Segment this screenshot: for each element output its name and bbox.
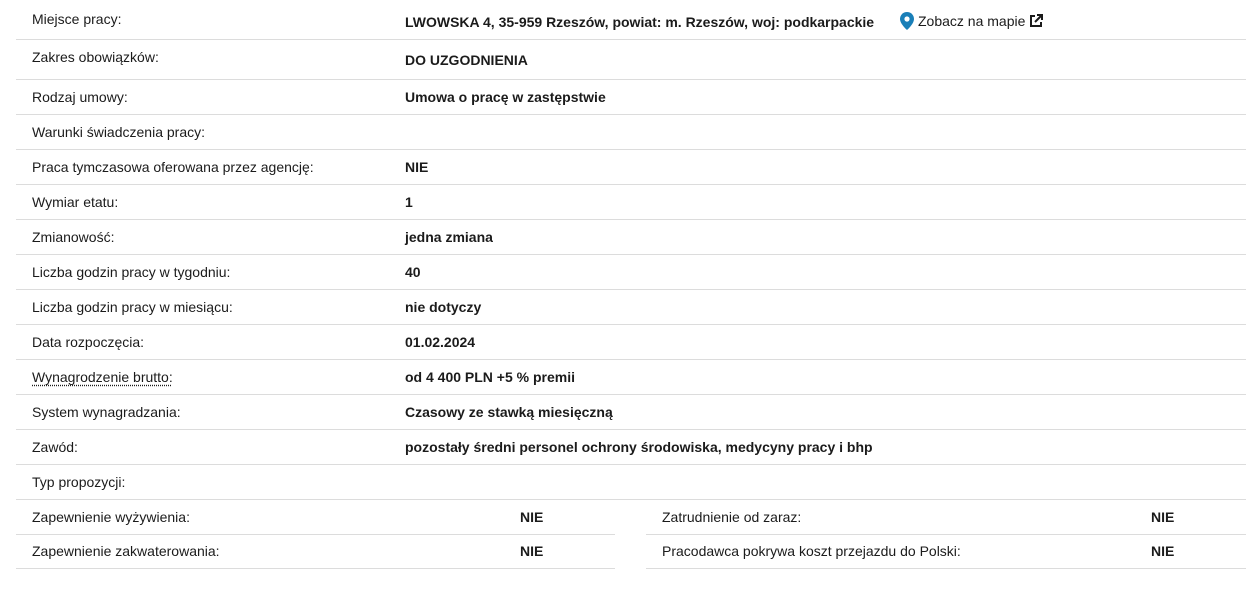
detail-row-start-date [16,325,1246,360]
detail-row-duties [16,40,1246,80]
detail-row-weekly-hours [16,255,1246,290]
see-on-map-label: Zobacz na mapie [918,13,1026,29]
detail-label: Praca tymczasowa oferowana przez agencję: [32,159,314,175]
external-link-icon [1029,14,1043,28]
map-pin-icon [900,12,914,30]
detail-row-meals [16,500,615,535]
detail-label: Wymiar etatu: [32,194,119,210]
detail-value: nie dotyczy [405,299,482,315]
detail-row-shifts [16,220,1246,255]
detail-label: Rodzaj umowy: [32,89,128,105]
detail-label: Data rozpoczęcia: [32,334,145,350]
detail-label: Liczba godzin pracy w tygodniu: [32,264,231,280]
detail-value: NIE [405,159,429,175]
detail-label: Warunki świadczenia pracy: [32,124,205,140]
detail-value: LWOWSKA 4, 35-959 Rzeszów, powiat: m. Rzeszów, woj: podkarpackie [405,14,875,30]
detail-label: Pracodawca pokrywa koszt przejazdu do Polski: [662,543,961,559]
detail-label: Zapewnienie zakwaterowania: [32,543,220,559]
detail-label: Miejsce pracy: [32,11,122,27]
detail-row-accommodation [16,535,615,569]
detail-row-immediate-hire [646,500,1246,535]
detail-value: Umowa o pracę w zastępstwie [405,89,606,105]
detail-row-travel-cost [646,535,1246,569]
detail-row-profession [16,430,1246,465]
detail-row-offer-type [16,465,1246,500]
detail-label: Zmianowość: [32,229,115,245]
detail-label: Liczba godzin pracy w miesiącu: [32,299,233,315]
detail-value: od 4 400 PLN +5 % premii [405,369,576,385]
detail-row-workplace [16,0,1246,40]
detail-row-contract-type [16,80,1246,115]
detail-value: pozostały średni personel ochrony środowiska, medycyny pracy i bhp [405,439,873,455]
detail-label: Typ propozycji: [32,474,126,490]
detail-row-salary [16,360,1246,395]
detail-row-work-conditions [16,115,1246,150]
detail-row-temp-agency [16,150,1246,185]
detail-value: DO UZGODNIENIA [405,52,528,68]
detail-label: Zakres obowiązków: [32,49,159,65]
detail-value: 01.02.2024 [405,334,476,350]
detail-value: Czasowy ze stawką miesięczną [405,404,613,420]
detail-value: NIE [520,509,544,525]
detail-label: Zatrudnienie od zaraz: [662,509,802,525]
detail-label: Zawód: [32,439,78,455]
detail-row-pay-system [16,395,1246,430]
detail-value: 40 [405,264,421,280]
see-on-map-link[interactable] [900,12,1043,30]
salary-label-tooltip[interactable]: Wynagrodzenie brutto: [32,369,173,385]
detail-value: NIE [1151,543,1175,559]
detail-row-monthly-hours [16,290,1246,325]
detail-value: NIE [520,543,544,559]
detail-value: NIE [1151,509,1175,525]
detail-label: Zapewnienie wyżywienia: [32,509,190,525]
detail-value: 1 [405,194,413,210]
detail-label: System wynagradzania: [32,404,181,420]
detail-row-fte [16,185,1246,220]
detail-value: jedna zmiana [405,229,493,245]
